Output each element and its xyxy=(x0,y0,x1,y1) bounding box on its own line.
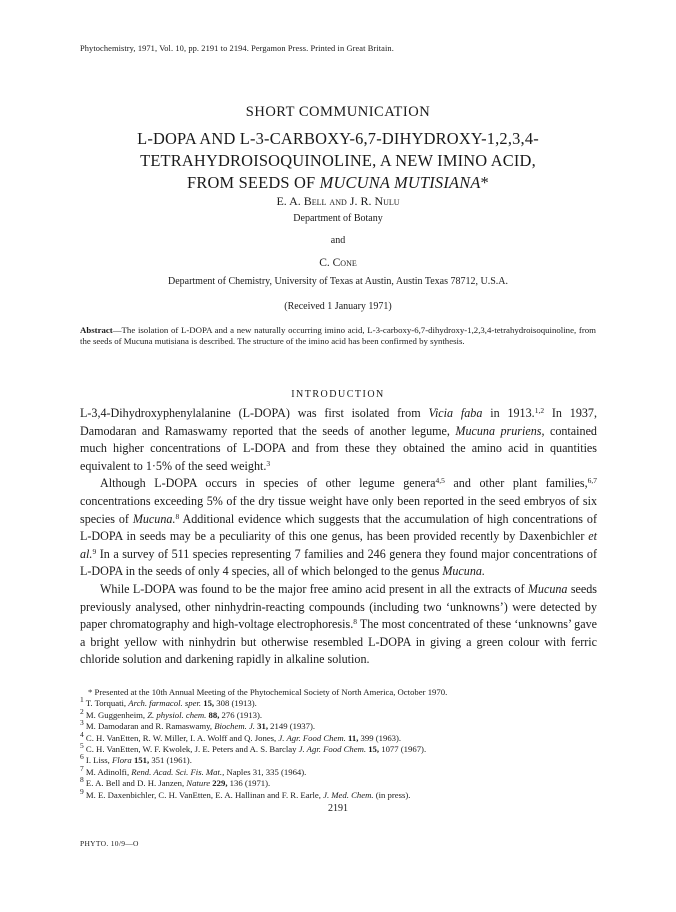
section-label: SHORT COMMUNICATION xyxy=(245,104,431,120)
received-date: (Received 1 January 1971) xyxy=(284,301,392,312)
reference-volume: 11, xyxy=(345,732,359,743)
p2-ref-8: 8 xyxy=(175,511,180,521)
reference-authors: M. Guggenheim, xyxy=(85,709,148,720)
author-second: C. Cone xyxy=(319,257,357,269)
reference-journal: Arch. farmacol. sper. xyxy=(128,698,202,709)
reference-number: 6 xyxy=(80,752,84,762)
reference-authors: I. Liss, xyxy=(85,755,112,766)
reference-number: 2 xyxy=(80,706,84,716)
reference-journal: Z. physiol. chem. xyxy=(147,709,207,720)
reference-authors: C. H. VanEtten, R. W. Miller, I. A. Wolff and Q. Jones, xyxy=(85,732,279,743)
p1-text-c: in 1913. xyxy=(482,406,535,420)
reference-number: 5 xyxy=(80,741,84,751)
p1-text-g: contained much higher concentrations of L-DOPA and from these they obtained the amino acid in quantities equivalent to 1·5% of the seed weight. xyxy=(80,423,597,473)
journal-citation: Phytochemistry, 1971, Vol. 10, pp. 2191 to 2194. Pergamon Press. Printed in Great Britain. xyxy=(80,44,394,53)
reference-volume: 31, xyxy=(254,721,268,732)
reference-journal: Biochem. J. xyxy=(214,721,255,732)
footnotes xyxy=(80,687,600,801)
p3-text-a: While L-DOPA was found to be the major free amino acid present in all the extracts of xyxy=(100,581,528,596)
reference-item xyxy=(80,786,600,801)
author-separator: and xyxy=(330,235,346,246)
reference-details: 276 (1913). xyxy=(219,709,263,720)
reference-item xyxy=(80,741,600,755)
reference-item xyxy=(80,775,600,789)
reference-journal: J. Med. Chem. xyxy=(323,789,374,800)
affiliation-botany: Department of Botany xyxy=(293,213,383,224)
p2-text-h: Additional evidence which suggests that the accumulation of high concentrations of L-DOPA in seeds may be a peculiarity of this one genus, has been provided recently by Daxenbichler xyxy=(80,511,597,544)
page-number: 2191 xyxy=(328,803,348,814)
reference-authors: M. E. Daxenbichler, C. H. VanEtten, E. A. Hallinan and F. R. Earle, xyxy=(85,789,324,800)
p3-text-e: The most concentrated of these ‘unknowns’ gave a bright yellow with ninhydrin but otherwise resembled L-DOPA in giving a green colour with ferric chloride solution and darkening rapidly in alkaline solution. xyxy=(80,617,597,667)
title-line-3 xyxy=(0,172,676,194)
p1-text-a: L-3,4-Dihydroxyphenylalanine (L-DOPA) was first isolated from xyxy=(80,406,429,420)
p2-ref-6-7: 6,7 xyxy=(587,476,597,486)
p1-ref-3: 3 xyxy=(266,458,271,468)
p3-ref-8: 8 xyxy=(353,617,357,627)
p2-text-c: and other plant families, xyxy=(444,476,588,491)
reference-journal: Rend. Acad. Sci. Fis. Mat., xyxy=(131,766,225,777)
title-species: MUCUNA MUTISIANA xyxy=(319,173,481,192)
reference-item xyxy=(80,695,600,709)
title-line-1: L-DOPA AND L-3-CARBOXY-6,7-DIHYDROXY-1,2,3,4- xyxy=(137,129,539,148)
reference-details: 308 (1913). xyxy=(214,698,257,709)
paragraph-2 xyxy=(80,475,597,581)
p2-ref-9: 9 xyxy=(92,546,97,556)
reference-details: (in press). xyxy=(373,789,411,800)
reference-journal: J. Agr. Food Chem. xyxy=(298,744,367,755)
p1-text-e: In 1937, Damodaran and Ramaswamy reported that the seeds of another legume, xyxy=(80,406,597,438)
p2-et-al: et al. xyxy=(80,529,597,561)
p2-ref-4-5: 4,5 xyxy=(435,476,445,486)
reference-authors: C. H. VanEtten, W. F. Kwolek, J. E. Peters and A. S. Barclay xyxy=(85,744,299,755)
footnote-star: * Presented at the 10th Annual Meeting of the Phytochemical Society of North America, October 1970. xyxy=(88,687,448,697)
title-footnote-mark: * xyxy=(480,173,489,192)
reference-authors: M. Adinolfi, xyxy=(85,766,132,777)
abstract xyxy=(80,325,596,347)
reference-details: 399 (1963). xyxy=(358,732,402,743)
reference-volume: 88, xyxy=(206,709,220,720)
reference-journal: J. Agr. Food Chem. xyxy=(278,732,346,743)
title-line-2: TETRAHYDROISOQUINOLINE, A NEW IMINO ACID, xyxy=(140,151,536,170)
p2-genus-mucuna: Mucuna. xyxy=(132,511,176,526)
footer-code: PHYTO. 10/9—O xyxy=(80,839,139,848)
abstract-text: —The isolation of L-DOPA and a new naturally occurring imino acid, L-3-carboxy-6,7-dihydroxy-1,2,3,4-tetrahydroisoquinoline, from the seeds of Mucuna mutisiana is described. The structure of the imino acid has been confirmed by synthesis. xyxy=(80,325,596,347)
paragraph-1 xyxy=(80,405,597,475)
reference-number: 4 xyxy=(80,729,84,739)
section-heading-introduction: INTRODUCTION xyxy=(291,389,385,400)
p2-text-a: Although L-DOPA occurs in species of other legume genera xyxy=(100,476,436,491)
reference-volume: 15, xyxy=(366,744,380,755)
reference-item xyxy=(80,763,600,778)
title-line-3-prefix: FROM SEEDS OF xyxy=(187,173,320,192)
p1-species-vicia: Vicia faba xyxy=(428,406,483,420)
reference-number: 8 xyxy=(80,775,84,785)
reference-number: 1 xyxy=(80,695,84,705)
paper-title xyxy=(0,128,676,194)
paragraph-3 xyxy=(80,581,597,669)
reference-authors: M. Damodaran and R. Ramaswamy, xyxy=(85,721,215,732)
reference-number: 7 xyxy=(80,763,84,773)
reference-number: 3 xyxy=(80,718,84,728)
reference-item xyxy=(80,729,600,744)
reference-details: 1077 (1967). xyxy=(379,744,427,755)
reference-volume: 15, xyxy=(201,698,215,709)
affiliation-chemistry: Department of Chemistry, University of Texas at Austin, Austin Texas 78712, U.S.A. xyxy=(167,276,509,287)
reference-details: 351 (1961). xyxy=(149,755,192,766)
reference-number: 9 xyxy=(80,786,84,796)
body-text xyxy=(80,405,597,669)
p3-genus-mucuna: Mucuna xyxy=(527,581,568,596)
reference-list xyxy=(80,695,600,801)
p2-text-e: concentrations exceeding 5% of the dry tissue weight have only been reported in the seed embryos of six species of xyxy=(80,493,597,526)
reference-item xyxy=(80,706,600,721)
reference-authors: E. A. Bell and D. H. Janzen, xyxy=(85,778,187,789)
reference-authors: T. Torquati, xyxy=(85,698,129,709)
p2-text-k: In a survey of 511 species representing 7 families and 246 genera they found major concentrations of L-DOPA in the seeds of only 4 species, all of which belonged to the genus xyxy=(80,546,597,579)
abstract-label: Abstract xyxy=(80,325,113,335)
p2-genus-mucuna-end: Mucuna. xyxy=(442,564,485,579)
reference-details: Naples 31, 335 (1964). xyxy=(224,766,307,777)
p1-ref-1-2: 1,2 xyxy=(534,406,545,415)
reference-journal: Nature xyxy=(186,778,211,789)
reference-volume: 229, xyxy=(210,778,228,789)
reference-details: 136 (1971). xyxy=(227,778,271,789)
reference-volume: 151, xyxy=(131,755,150,766)
reference-details: 2149 (1937). xyxy=(268,721,316,732)
p3-text-c: seeds previously analysed, other ninhydrin-reacting compounds (including two ‘unknowns’) were detected by paper chromatography and high-voltage electrophoresis. xyxy=(80,581,598,632)
reference-item xyxy=(80,718,600,732)
authors: E. A. Bell and J. R. Nulu xyxy=(276,194,400,208)
reference-journal: Flora xyxy=(111,755,132,766)
p1-species-mucuna-pruriens: Mucuna pruriens, xyxy=(455,423,545,438)
reference-item xyxy=(80,752,600,766)
